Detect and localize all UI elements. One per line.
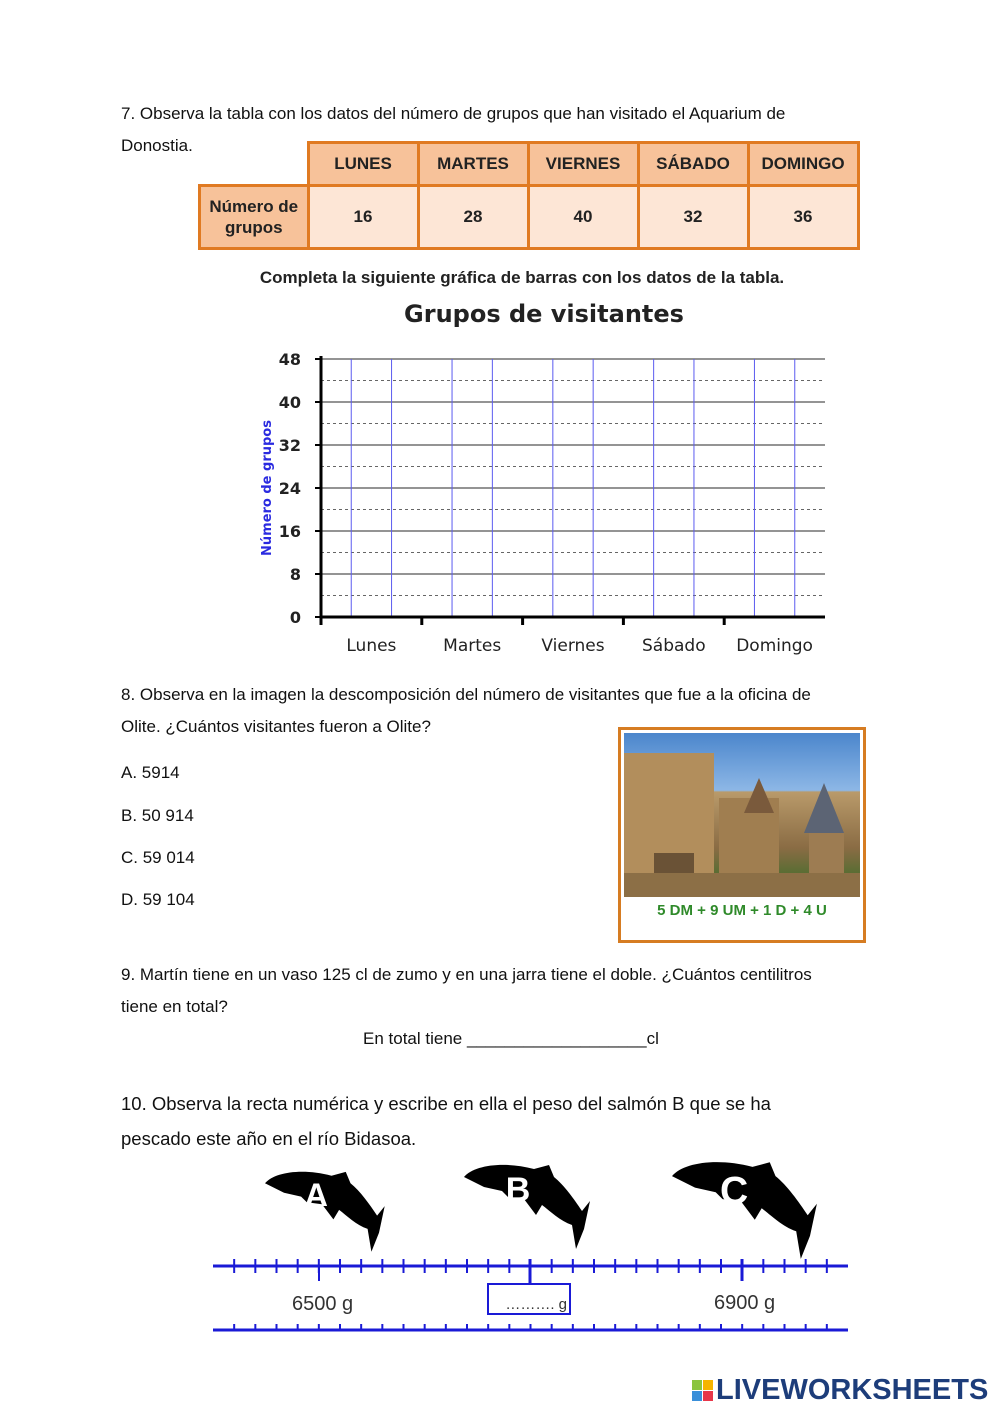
y-axis-label: Número de grupos — [260, 420, 275, 556]
q8-text-2: Olite. ¿Cuántos visitantes fueron a Olite? — [121, 717, 431, 736]
q7-text: 7. Observa la tabla con los datos del número de grupos que han visitado el Aquarium de — [121, 104, 786, 123]
salmon-letter: A — [304, 1177, 328, 1214]
x-tick-label: Viernes — [541, 636, 605, 656]
q8-text: 8. Observa en la imagen la descomposición del número de visitantes que fue a la oficina de — [121, 685, 811, 704]
liveworksheets-logo: LIVEWORKSHEETS — [692, 1374, 988, 1407]
option-d[interactable]: D. 59 104 — [121, 890, 195, 909]
salmon-letter: C — [719, 1169, 749, 1213]
y-tick-label: 8 — [289, 565, 301, 584]
y-tick-label: 40 — [278, 393, 301, 412]
q10-text: 10. Observa la recta numérica y escribe en ella el peso del salmón B que se ha — [121, 1093, 771, 1114]
x-tick-label: Martes — [443, 636, 502, 656]
q10-text-2: pescado este año en el río Bidasoa. — [121, 1128, 417, 1149]
q9-answer[interactable]: En total tiene ___________________cl — [363, 1029, 659, 1048]
header-cell: SÁBADO — [638, 143, 748, 186]
header-cell: VIERNES — [528, 143, 638, 186]
label-6900: 6900 g — [714, 1292, 776, 1314]
answer-box[interactable]: ………. g — [487, 1283, 571, 1315]
value-cell: 28 — [418, 186, 528, 249]
salmon-b-icon — [464, 1165, 590, 1249]
q7-text-2: Donostia. — [121, 136, 193, 155]
decomposition-caption: 5 DM + 9 UM + 1 D + 4 U — [657, 902, 827, 919]
y-tick-label: 16 — [278, 522, 301, 541]
salmon-c-icon — [672, 1162, 817, 1259]
x-tick-label: Domingo — [736, 636, 813, 656]
y-tick-label: 48 — [278, 350, 301, 369]
value-cell: 40 — [528, 186, 638, 249]
label-6500: 6500 g — [292, 1293, 354, 1315]
y-tick-label: 0 — [289, 608, 301, 627]
option-a[interactable]: A. 5914 — [121, 763, 180, 782]
row-header: Número de grupos — [200, 186, 309, 249]
salmon-a-icon — [265, 1172, 385, 1252]
logo-tiles-icon — [692, 1380, 716, 1402]
option-b[interactable]: B. 50 914 — [121, 806, 194, 825]
header-cell: MARTES — [418, 143, 528, 186]
y-tick-label: 24 — [278, 479, 301, 498]
header-cell: LUNES — [308, 143, 418, 186]
q9-text: 9. Martín tiene en un vaso 125 cl de zumo y en una jarra tiene el doble. ¿Cuántos centilitros — [121, 965, 812, 984]
header-cell: DOMINGO — [748, 143, 858, 186]
value-cell: 36 — [748, 186, 858, 249]
value-cell: 16 — [308, 186, 418, 249]
q9-text-2: tiene en total? — [121, 997, 228, 1016]
x-tick-label: Sábado — [641, 636, 706, 656]
chart-title: Grupos de visitantes — [404, 300, 684, 328]
y-tick-label: 32 — [278, 436, 301, 455]
value-cell: 32 — [638, 186, 748, 249]
option-c[interactable]: C. 59 014 — [121, 848, 195, 867]
x-tick-label: Lunes — [346, 636, 397, 656]
salmon-letter: B — [505, 1171, 531, 1209]
chart-instruction: Completa la siguiente gráfica de barras con los datos de la tabla. — [259, 268, 785, 287]
